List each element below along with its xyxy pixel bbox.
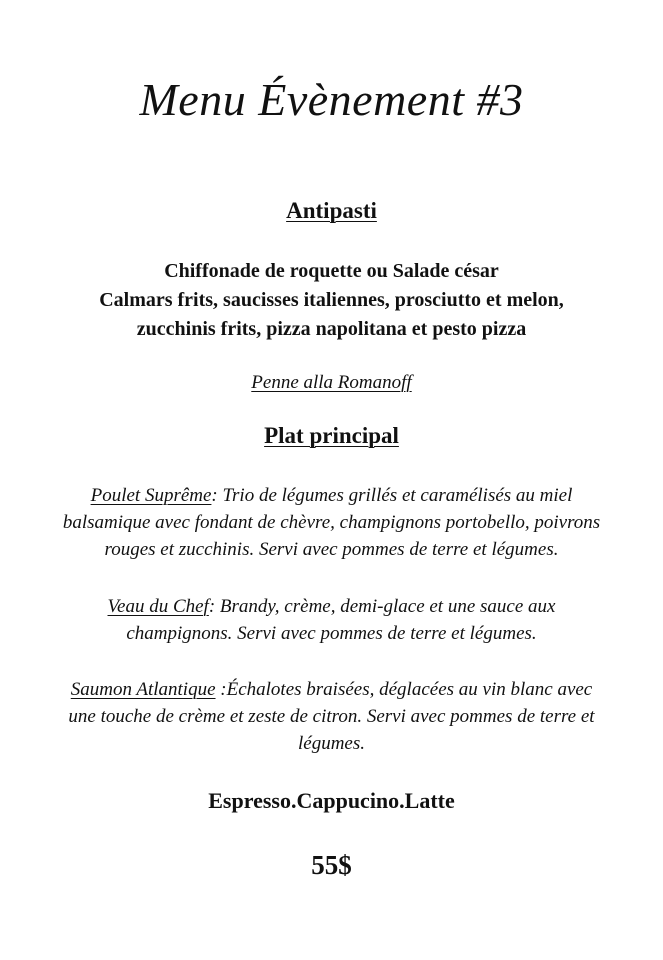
dish-name: Veau du Chef bbox=[107, 596, 209, 617]
dish-poulet-supreme bbox=[0, 482, 663, 563]
menu-price: 55$ bbox=[311, 850, 352, 880]
dish-first-line bbox=[0, 593, 663, 620]
dish-description: balsamique avec fondant de chèvre, champignons portobello, poivrons bbox=[62, 512, 601, 533]
antipasti-line: Chiffonade de roquette ou Salade césar bbox=[164, 260, 499, 282]
dish-description: Trio de légumes grillés et caramélisés au miel bbox=[217, 485, 573, 506]
dish-description: rouges et zucchinis. Servi avec pommes de terre et légumes. bbox=[104, 539, 559, 560]
dish-description: une touche de crème et zeste de citron. Servi avec pommes de terre et bbox=[68, 706, 595, 727]
antipasti-heading: Antipasti bbox=[286, 198, 377, 223]
dish-saumon-atlantique bbox=[0, 676, 663, 757]
dish-separator: : bbox=[215, 679, 227, 700]
pasta-course: Penne alla Romanoff bbox=[251, 372, 412, 393]
dish-veau-du-chef bbox=[0, 593, 663, 647]
dish-separator: : bbox=[208, 596, 216, 617]
dish-first-line bbox=[0, 482, 663, 509]
dish-first-line bbox=[0, 676, 663, 703]
antipasti-line: Calmars frits, saucisses italiennes, prosciutto et melon, bbox=[99, 289, 564, 311]
dish-separator: : bbox=[211, 485, 218, 506]
dish-description: champignons. Servi avec pommes de terre et légumes. bbox=[126, 623, 537, 644]
dish-description: Brandy, crème, demi-glace et une sauce aux bbox=[215, 596, 556, 617]
dish-name: Saumon Atlantique bbox=[70, 679, 216, 700]
dish-description: légumes. bbox=[297, 733, 365, 754]
main-course-heading: Plat principal bbox=[264, 423, 399, 448]
menu-title: Menu Évènement #3 bbox=[139, 74, 524, 125]
dish-description: Échalotes braisées, déglacées au vin blanc avec bbox=[226, 679, 593, 700]
drinks-line: Espresso.Cappucino.Latte bbox=[208, 788, 455, 813]
antipasti-line: zucchinis frits, pizza napolitana et pesto pizza bbox=[136, 318, 527, 340]
dish-name: Poulet Suprême bbox=[90, 485, 212, 506]
antipasti-list bbox=[0, 257, 663, 344]
